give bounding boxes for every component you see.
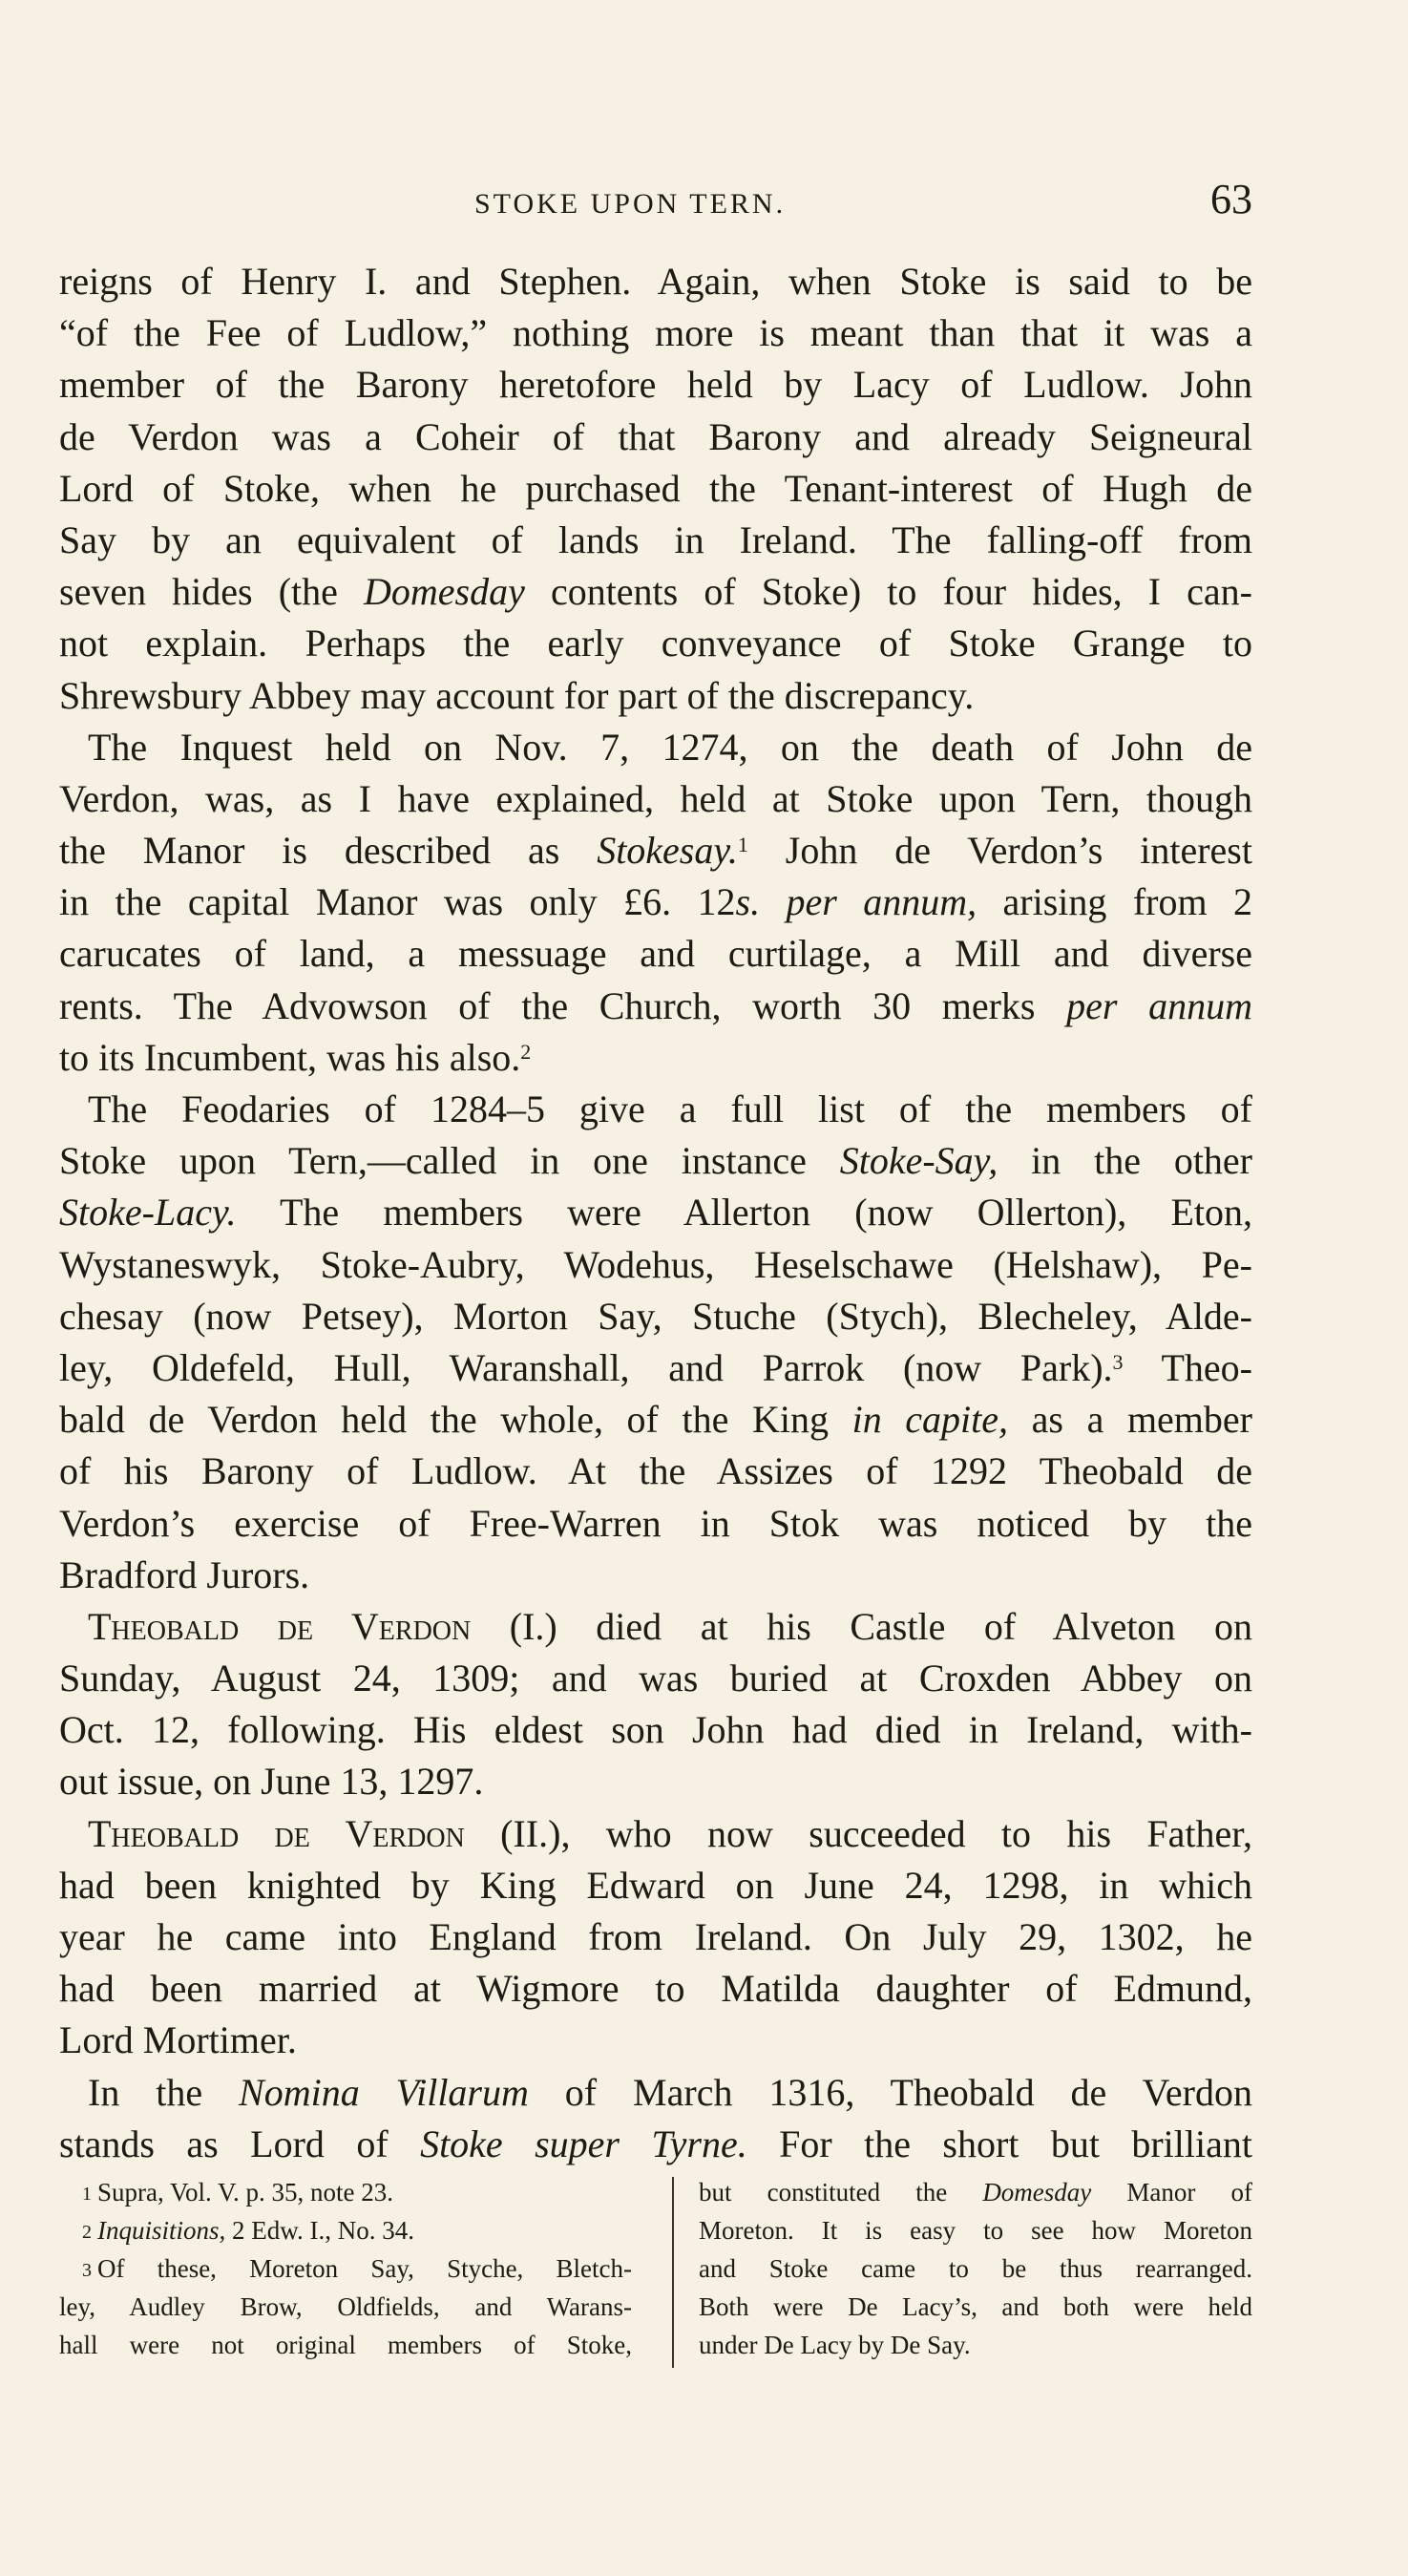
text-line — [59, 1342, 1252, 1394]
footnote-1 — [59, 2173, 632, 2211]
text-line: Wystaneswyk, Stoke-Aubry, Wodehus, Heselschawe (Helshaw), Pe- — [59, 1242, 1252, 1286]
footnote-line: under De Lacy by De Say. — [699, 2331, 971, 2359]
text-line: “of the Fee of Ludlow,” nothing more is meant than that it was a — [59, 311, 1252, 355]
text-line — [59, 566, 1252, 618]
text-line: Shrewsbury Abbey may account for part of the discrepancy. — [59, 673, 975, 717]
text-line: carucates of land, a messuage and curtilage, a Mill and diverse — [59, 932, 1252, 976]
text-line: Say by an equivalent of lands in Ireland. The falling-off from — [59, 517, 1252, 561]
footnote-number: 1 — [82, 2184, 92, 2205]
text-line — [59, 981, 1252, 1032]
italic-run: Stoke-Lacy. — [59, 1191, 237, 1235]
footnote-line: and Stoke came to be thus rearranged. — [699, 2254, 1252, 2283]
italic-run: Domesday — [363, 570, 525, 614]
text-run: Theo- — [1123, 1345, 1252, 1389]
text-line: The Inquest held on Nov. 7, 1274, on the death of John de — [88, 725, 1252, 769]
small-caps-name: Theobald de Verdon — [88, 1811, 465, 1855]
italic-run: Stoke-Say, — [839, 1139, 998, 1183]
text-line: Verdon’s exercise of Free-Warren in Stok was noticed by the — [59, 1501, 1252, 1545]
footnote-number: 3 — [82, 2260, 92, 2281]
footnote-line: ley, Audley Brow, Oldfields, and Warans- — [59, 2292, 632, 2321]
text-line: Bradford Jurors. — [59, 1552, 310, 1596]
text-run: arising from 2 — [977, 880, 1252, 924]
text-line: de Verdon was a Coheir of that Barony and already Seigneural — [59, 414, 1252, 458]
text-line — [59, 1394, 1252, 1446]
text-line — [59, 2067, 1252, 2119]
text-line — [59, 1135, 1252, 1187]
text-line: Lord of Stoke, when he purchased the Tenant-interest of Hugh de — [59, 466, 1252, 510]
text-line: had been knighted by King Edward on June 24, 1298, in which — [59, 1863, 1252, 1907]
text-line: chesay (now Petsey), Morton Say, Stuche (Stych), Blecheley, Alde- — [59, 1294, 1252, 1338]
footnotes — [59, 2173, 1252, 2374]
running-title: STOKE UPON TERN. — [474, 188, 787, 220]
footnote-2 — [59, 2211, 632, 2249]
text-run: in the other — [998, 1139, 1252, 1183]
footnote-line: Moreton. It is easy to see how Moreton — [699, 2216, 1252, 2245]
text-run: contents of Stoke) to four hides, I can- — [524, 570, 1252, 614]
text-line: Oct. 12, following. His eldest son John had died in Ireland, with- — [59, 1708, 1252, 1752]
text-line — [59, 2119, 1252, 2170]
footnote-column-divider — [672, 2177, 674, 2368]
text-line — [59, 876, 1252, 928]
small-caps-name: Theobald de Verdon — [88, 1604, 472, 1648]
italic-run: s. per annum, — [735, 880, 977, 924]
footnote-ref: 1 — [737, 833, 748, 857]
footnote-text: Manor of — [1091, 2178, 1252, 2206]
running-head — [59, 175, 1252, 222]
text-line: out issue, on June 13, 1297. — [59, 1760, 484, 1804]
footnote-line: hall were not original members of Stoke, — [59, 2331, 632, 2359]
text-line — [59, 1601, 1252, 1653]
footnote-number: 2 — [82, 2222, 92, 2243]
text-line: Sunday, August 24, 1309; and was buried at Croxden Abbey on — [59, 1657, 1252, 1700]
footnote-text: but constituted the — [699, 2178, 983, 2206]
text-run: rents. The Advowson of the Church, worth 30 merks — [59, 983, 1067, 1027]
text-line — [59, 1032, 1252, 1084]
text-run: In the — [88, 2070, 240, 2114]
text-run: The members were Allerton (now Ollerton), Eton, — [236, 1191, 1252, 1235]
footnote-text: 2 Edw. I., No. 34. — [225, 2216, 414, 2245]
text-line: Lord Mortimer. — [59, 2018, 297, 2062]
text-run: as a member — [1008, 1398, 1252, 1442]
footnote-line: Both were De Lacy’s, and both were held — [699, 2292, 1252, 2321]
text-run: (II.), who now succeeded to his Father, — [464, 1811, 1252, 1855]
page-number: 63 — [1210, 176, 1252, 222]
text-run: stands as Lord of — [59, 2122, 421, 2165]
text-run: in the capital Manor was only £6. 12 — [59, 880, 736, 924]
text-run: to its Incumbent, was his also. — [59, 1035, 521, 1079]
footnote-ref: 3 — [1112, 1349, 1124, 1374]
text-run: For the short but brilliant — [746, 2122, 1252, 2165]
text-line — [59, 825, 1252, 876]
text-run: bald de Verdon held the whole, of the King — [59, 1398, 852, 1442]
footnote-line — [699, 2173, 1252, 2211]
text-line: Verdon, was, as I have explained, held at Stoke upon Tern, though — [59, 776, 1252, 820]
text-run: ley, Oldefeld, Hull, Waranshall, and Parrok (now Park). — [59, 1345, 1113, 1389]
text-line: year he came into England from Ireland. On July 29, 1302, he — [59, 1915, 1252, 1958]
text-run: of March 1316, Theobald de Verdon — [528, 2070, 1252, 2114]
footnote-text: Of these, Moreton Say, Styche, Bletch- — [97, 2254, 632, 2283]
text-run: seven hides (the — [59, 570, 364, 614]
footnotes-left-column — [59, 2173, 632, 2364]
text-run: the Manor is described as — [59, 829, 598, 873]
italic-run: per annum — [1066, 983, 1252, 1027]
text-line: member of the Barony heretofore held by Lacy of Ludlow. John — [59, 363, 1252, 407]
body-text — [59, 256, 1252, 2170]
text-line — [59, 1187, 1252, 1238]
text-line — [59, 1808, 1252, 1860]
footnote-ref: 2 — [520, 1039, 532, 1064]
italic-run: in capite, — [851, 1398, 1009, 1442]
footnote-text: Supra, Vol. V. p. 35, note 23. — [97, 2178, 394, 2206]
italic-run: Stoke super Tyrne. — [420, 2122, 747, 2165]
text-line: of his Barony of Ludlow. At the Assizes of 1292 Theobald de — [59, 1449, 1252, 1493]
italic-run: Nomina Villarum — [239, 2070, 529, 2114]
text-run: John de Verdon’s interest — [747, 829, 1252, 873]
footnotes-right-column — [699, 2173, 1252, 2364]
italic-run: Inquisitions, — [97, 2216, 226, 2245]
text-line: The Feodaries of 1284–5 give a full list of the members of — [88, 1087, 1252, 1130]
italic-run: Stokesay. — [597, 829, 738, 873]
text-run: (I.) died at his Castle of Alveton on — [471, 1604, 1252, 1648]
italic-run: Domesday — [982, 2178, 1092, 2206]
text-run: Stoke upon Tern,—called in one instance — [59, 1139, 840, 1183]
text-line: had been married at Wigmore to Matilda daughter of Edmund, — [59, 1967, 1252, 2011]
text-line: not explain. Perhaps the early conveyance of Stoke Grange to — [59, 622, 1252, 665]
text-line: reigns of Henry I. and Stephen. Again, when Stoke is said to be — [59, 260, 1252, 303]
footnote-3 — [59, 2249, 632, 2288]
